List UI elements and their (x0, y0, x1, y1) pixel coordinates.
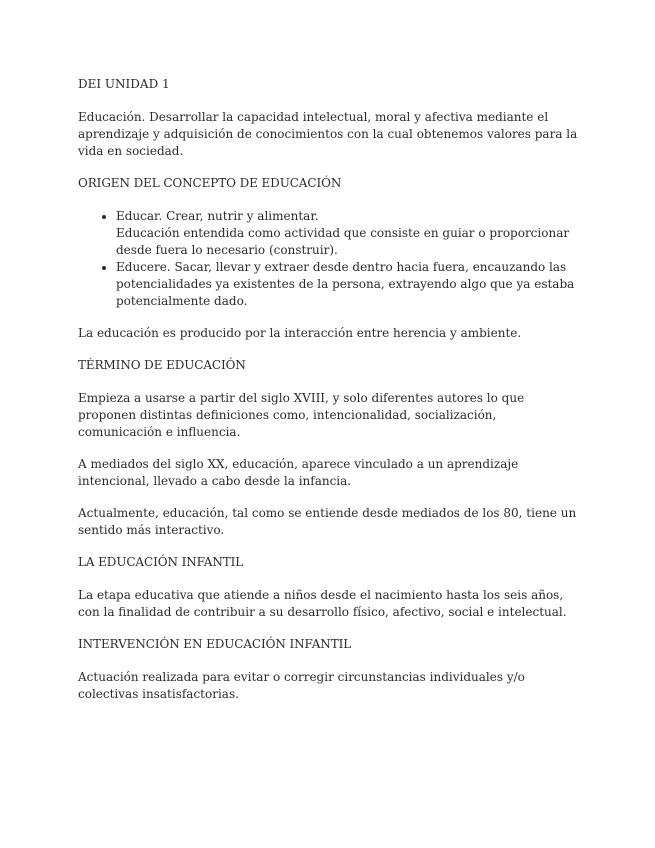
document-title: DEI UNIDAD 1 (78, 77, 170, 91)
termino-paragraph-3: Actualmente, educación, tal como se entiende desde mediados de los 80, tiene un sentido más interactivo. (78, 506, 577, 537)
intro-paragraph: Educación. Desarrollar la capacidad intelectual, moral y afectiva mediante el aprendizaje y adquisición de conocimientos con la cual obtenemos valores para la vida en sociedad. (78, 110, 578, 158)
document-page (78, 76, 578, 718)
list-item (116, 259, 578, 310)
origen-closing-paragraph: La educación es producido por la interacción entre herencia y ambiente. (78, 326, 522, 340)
termino-paragraph-2: A mediados del siglo XX, educación, aparece vinculado a un aprendizaje intencional, llevado a cabo desde la infancia. (78, 457, 519, 488)
intervencion-paragraph: Actuación realizada para evitar o corregir circunstancias individuales y/o colectivas insatisfactorias. (78, 670, 525, 701)
section-heading-intervencion: INTERVENCIÓN EN EDUCACIÓN INFANTIL (78, 637, 352, 651)
section-heading-infantil: LA EDUCACIÓN INFANTIL (78, 555, 244, 569)
section-heading-origen: ORIGEN DEL CONCEPTO DE EDUCACIÓN (78, 176, 342, 190)
bullet-main-text: Educar. Crear, nutrir y alimentar. (116, 209, 319, 223)
termino-paragraph-1: Empieza a usarse a partir del siglo XVIII, y solo diferentes autores lo que proponen distintas definiciones como, intencionalidad, socialización, comunicación e influencia. (78, 391, 525, 439)
bullet-main-text: Educere. Sacar, llevar y extraer desde dentro hacia fuera, encauzando las potencialidades ya existentes de la persona, extrayendo algo que ya estaba potencialmente dado. (116, 260, 575, 308)
list-item (116, 208, 578, 259)
bullet-sub-text: Educación entendida como actividad que consiste en guiar o proporcionar desde fuera lo necesario (construir). (116, 226, 570, 257)
section-heading-termino: TÉRMINO DE EDUCACIÓN (78, 358, 246, 372)
origen-bullet-list (78, 208, 578, 310)
infantil-paragraph: La etapa educativa que atiende a niños desde el nacimiento hasta los seis años, con la finalidad de contribuir a su desarrollo físico, afectivo, social e intelectual. (78, 588, 567, 619)
